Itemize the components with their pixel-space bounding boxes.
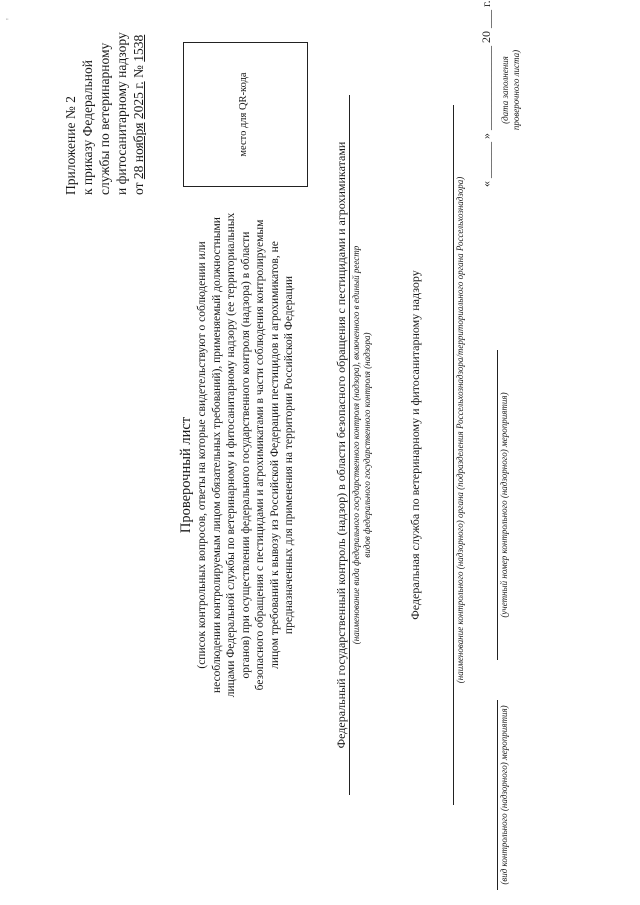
number-label: № [131, 65, 146, 78]
qr-code-placeholder-box [183, 42, 308, 187]
year-suffix: г. [479, 0, 493, 7]
account-number-caption: (учетный номер контрольного (надзорного) мероприятия) [499, 392, 509, 618]
qr-placeholder-label: место для QR-кода [238, 72, 249, 157]
authority-value: Федеральная служба по ветеринарному и фитосанитарному надзору [408, 270, 422, 620]
fill-date-caption: (дата заполнения проверочного листа) [500, 49, 521, 131]
event-kind-caption: (вид контрольного (надзорного) мероприятия) [499, 705, 509, 885]
fill-date-row [479, 0, 494, 187]
authority-underline [453, 105, 454, 805]
order-date: 28 ноября [131, 122, 146, 180]
control-type-underline [349, 95, 350, 795]
year-prefix: 20 [479, 31, 493, 43]
day-blank: ______ [479, 142, 493, 178]
authority-caption: (наименование контрольного (надзорного) органа (подразделения Россельхознадзора/территориального органа Россельхознадзора) [455, 176, 465, 684]
appendix-line-1: Приложение № 2 [63, 96, 78, 195]
order-year: 2025 г. [131, 81, 146, 120]
year-blank: ___ [479, 10, 493, 28]
appendix-line-2: к приказу Федеральной [80, 60, 95, 195]
date-prefix: от [131, 182, 146, 195]
scan-mark: ' [5, 18, 16, 20]
month-blank: ______________ [479, 46, 493, 130]
checklist-description: (список контрольных вопросов, ответы на которые свидетельствуют о соблюдении или несоблюдении контролируемым лицом обязательных требований), применяемый должностными лицами Федеральной службы по ветеринарному и фитосанитарному надзору (ее территориальных органов) при осуществлении федерального государственного контроля (надзора) в области безопасного обращения с пестицидами и агрохимикатами в части соблюдения контролируемым лицом требований к вывозу из Российской Федерации пестицидов и агрохимикатов, не предназначенных для применения на территории Российской Федерации [196, 212, 295, 698]
event-kind-underline [497, 700, 498, 890]
appendix-line-3: службы по ветеринарному [97, 42, 112, 195]
account-number-underline [497, 350, 498, 660]
control-type-value: Федеральный государственный контроль (надзор) в области безопасного обращения с пестицидами и агрохимикатами [334, 141, 348, 749]
control-type-caption: (наименование вида федерального государственного контроля (надзора), включенного в единый реестр видов федерального государственного контроля (надзора) [351, 245, 372, 645]
close-quote: » [479, 133, 493, 139]
checklist-title: Проверочный лист [178, 416, 194, 534]
order-number: 1538 [131, 34, 146, 62]
appendix-date-row [130, 0, 147, 195]
open-quote: « [479, 181, 493, 187]
appendix-header [62, 0, 147, 195]
appendix-line-4: и фитосанитарному надзору [114, 32, 129, 195]
